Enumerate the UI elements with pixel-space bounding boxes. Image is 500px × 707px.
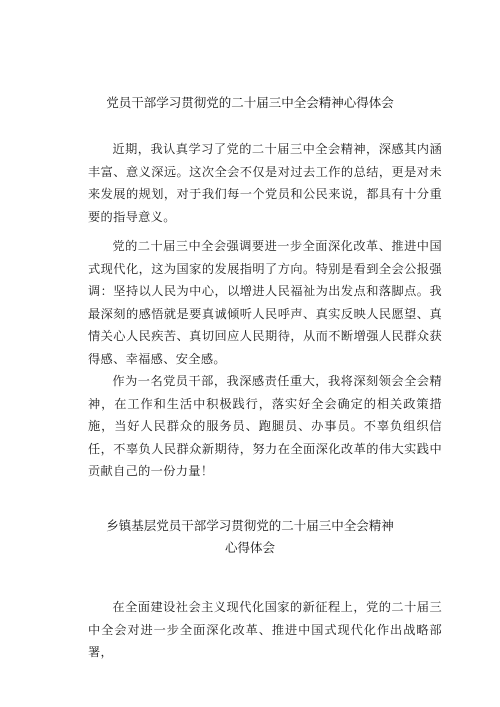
article2-title — [40, 515, 460, 559]
article1-paragraph-3: 作为一名党员干部，我深感责任重大，我将深刻领会全会精神，在工作和生活中积极践行，落实好全会确定的相关政策措施，当好人民群众的服务员、跑腿员、办事员。不辜负组织信任，不辜负人民群众新期待，努力在全面深化改革的伟大实践中贡献自己的一份力量！ — [88, 374, 442, 479]
article2-title-line-2: 心得体会 — [224, 540, 275, 555]
article2-paragraph-1: 在全面建设社会主义现代化国家的新征程上，党的二十届三中全会对进一步全面深化改革、推进中国式现代化作出战略部署， — [88, 600, 442, 660]
article2-title-line-1: 乡镇基层党员干部学习贯彻党的二十届三中全会精神 — [106, 518, 394, 533]
article1-paragraph-2: 党的二十届三中全会强调要进一步全面深化改革、推进中国式现代化，这为国家的发展指明了方向。特别是看到全会公报强调：坚持以人民为中心，以增进人民福祉为出发点和落脚点。我最深刻的感悟就是要真诚倾听人民呼声、真实反映人民愿望、真情关心人民疾苦、真切回应人民期待，从而不断增强人民群众获得感、幸福感、安全感。 — [88, 239, 442, 366]
article1-title: 党员干部学习贯彻党的二十届三中全会精神心得体会 — [106, 95, 394, 110]
article1-paragraph-1: 近期，我认真学习了党的二十届三中全会精神，深感其内涵丰富、意义深远。这次全会不仅是对过去工作的总结，更是对未来发展的规划，对于我们每一个党员和公民来说，都具有十分重要的指导意义。 — [88, 142, 442, 224]
